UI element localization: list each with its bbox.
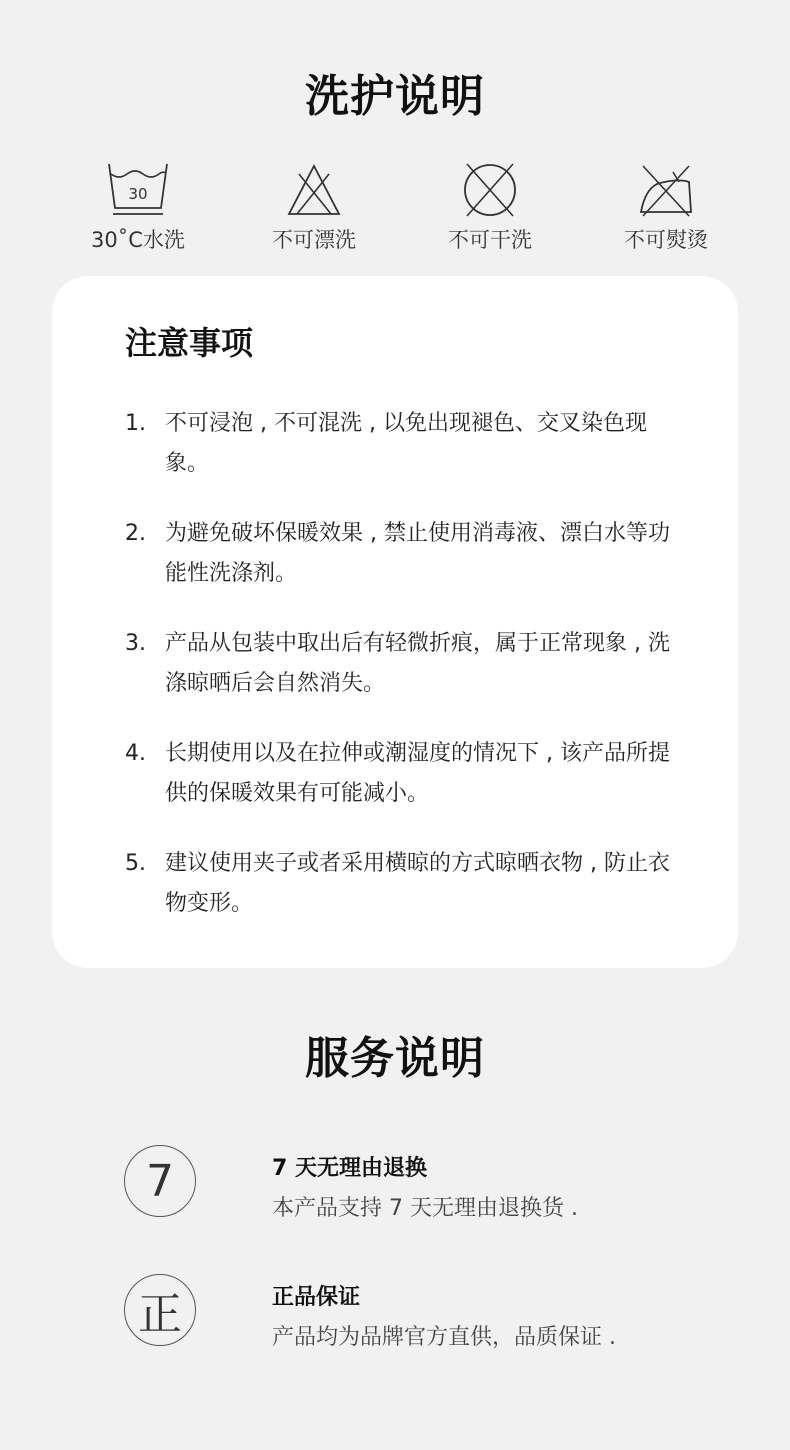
notice-number: 2. xyxy=(125,521,146,546)
notice-text: 建议使用夹子或者采用横晾的方式晾晒衣物 , 防止衣物变形。 xyxy=(165,851,670,916)
no-iron-icon xyxy=(633,160,699,218)
wash-care-title: 洗护说明 xyxy=(305,71,485,122)
care-item-no-dry-clean xyxy=(420,160,560,254)
care-item-no-iron xyxy=(596,160,736,254)
service-item-return xyxy=(0,1145,790,1235)
no-bleach-icon xyxy=(281,160,347,218)
svg-text:30: 30 xyxy=(128,185,148,203)
care-item-wash-30 xyxy=(68,160,208,254)
wash-30-icon xyxy=(105,160,171,218)
service-description: 产品均为品牌官方直供，品质保证 . xyxy=(272,1325,616,1350)
care-label: 不可熨烫 xyxy=(624,228,708,252)
notice-number: 4. xyxy=(125,741,146,766)
notice-number: 1. xyxy=(125,411,146,436)
care-label: 30˚C水洗 xyxy=(91,228,185,252)
seven-day-badge-icon: 7 xyxy=(124,1145,196,1217)
notice-list xyxy=(125,404,685,954)
notice-card xyxy=(52,276,738,968)
notice-number: 3. xyxy=(125,631,146,656)
notice-text: 产品从包装中取出后有轻微折痕，属于正常现象 , 洗涤晾晒后会自然消失。 xyxy=(165,631,670,696)
notice-title: 注意事项 xyxy=(125,324,254,362)
notice-item xyxy=(125,404,685,484)
care-item-no-bleach xyxy=(244,160,384,254)
service-name: 正品保证 xyxy=(272,1285,361,1310)
service-description: 本产品支持 7 天无理由退换货 . xyxy=(272,1196,578,1221)
care-label: 不可干洗 xyxy=(448,228,532,252)
notice-item xyxy=(125,734,685,814)
notice-item xyxy=(125,624,685,704)
service-item-authentic xyxy=(0,1274,790,1364)
care-icons-row xyxy=(0,160,790,260)
notice-item xyxy=(125,514,685,594)
service-name: 7 天无理由退换 xyxy=(272,1156,427,1181)
no-dry-clean-icon xyxy=(457,160,523,218)
notice-text: 为避免破坏保暖效果 , 禁止使用消毒液、漂白水等功能性洗涤剂。 xyxy=(165,521,670,586)
notice-number: 5. xyxy=(125,851,146,876)
notice-text: 长期使用以及在拉伸或潮湿度的情况下 , 该产品所提供的保暖效果有可能减小。 xyxy=(165,741,670,806)
care-label: 不可漂洗 xyxy=(272,228,356,252)
service-title: 服务说明 xyxy=(305,1033,485,1084)
notice-text: 不可浸泡 , 不可混洗 , 以免出现褪色、交叉染色现象。 xyxy=(165,411,647,476)
notice-item xyxy=(125,844,685,924)
authentic-badge-icon: 正 xyxy=(124,1274,196,1346)
